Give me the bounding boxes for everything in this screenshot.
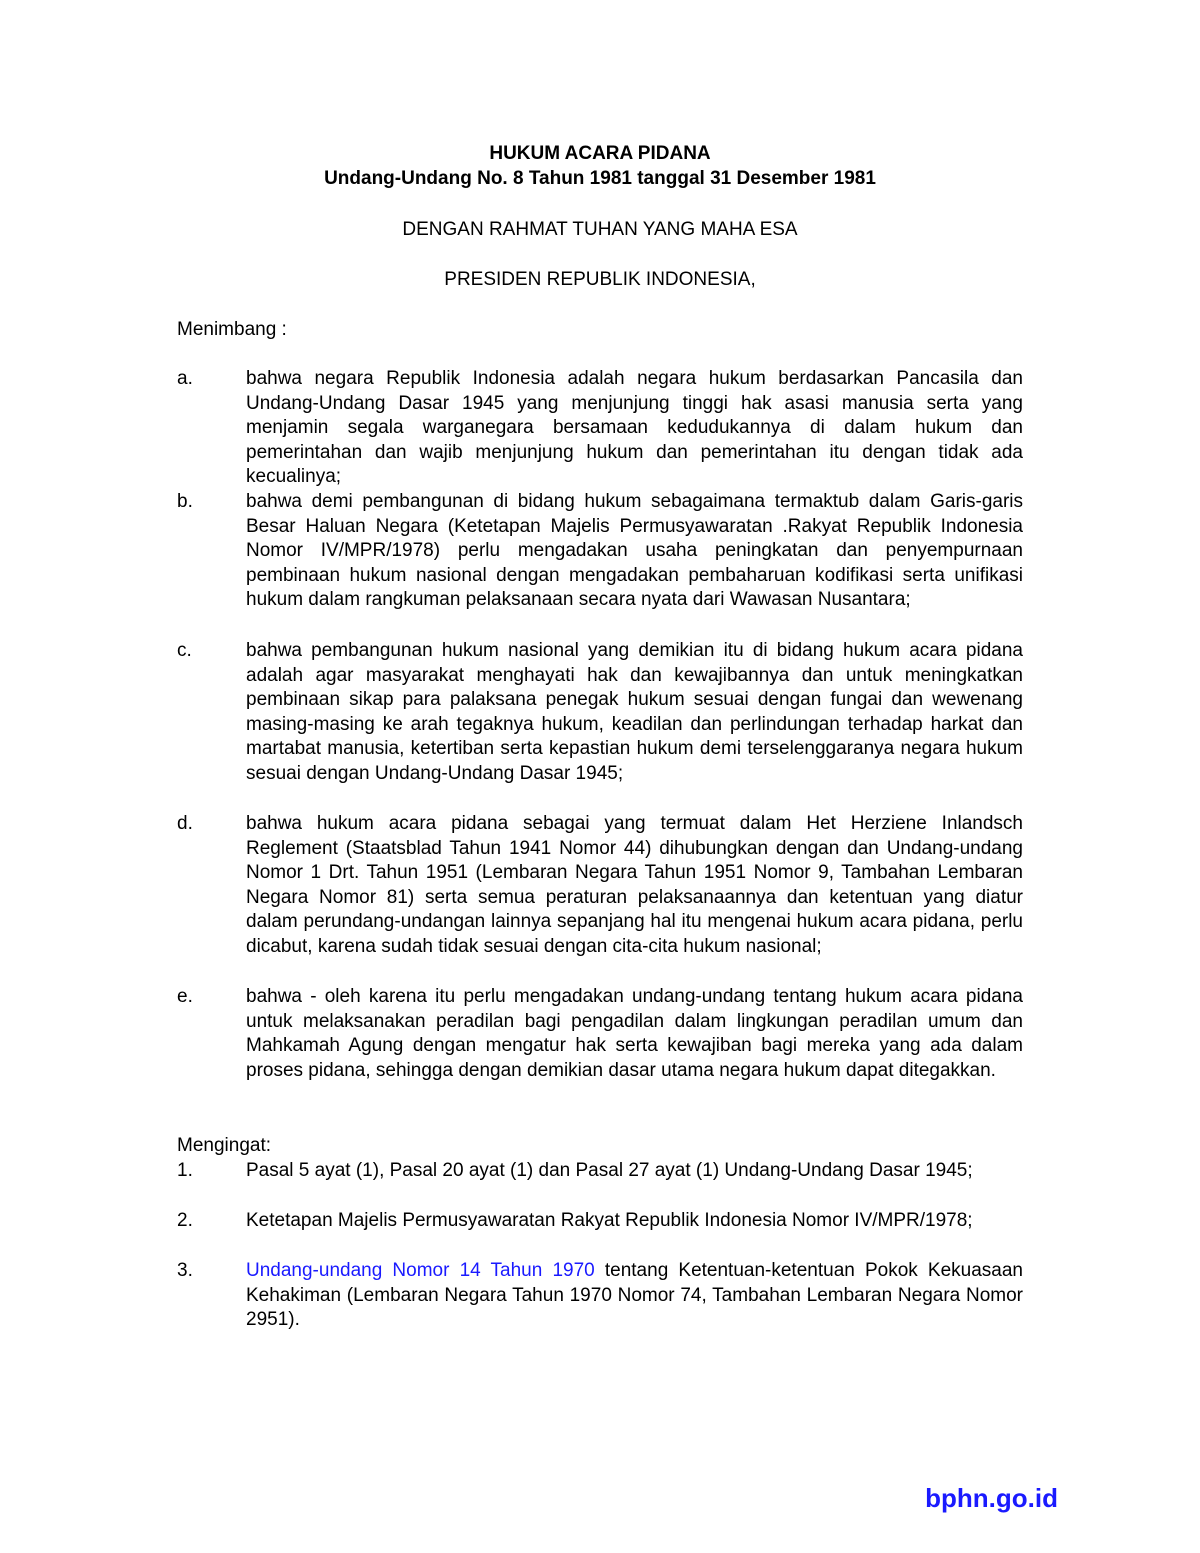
mengingat-item-2 (177, 1209, 1023, 1234)
list-marker: a. (177, 368, 193, 389)
menimbang-label: Menimbang : (177, 319, 287, 340)
list-marker: 3. (177, 1260, 193, 1281)
list-item-text: bahwa negara Republik Indonesia adalah negara hukum berdasarkan Pancasila dan Undang-Undang Dasar 1945 yang menjunjung tinggi hak asasi manusia serta yang menjamin segala warganegara bersamaan kedudukannya di dalam hukum dan pemerintahan dan wajib menjunjung hukum dan pemerintahan itu dengan tidak ada kecualinya; (246, 368, 1023, 487)
list-item-text (246, 1259, 1023, 1333)
list-marker: c. (177, 640, 192, 661)
mengingat-label: Mengingat: (177, 1135, 272, 1156)
mengingat-item-3 (177, 1259, 1023, 1333)
menimbang-item-e (177, 985, 1023, 1083)
menimbang-item-b (177, 490, 1023, 613)
menimbang-item-d (177, 812, 1023, 959)
list-item-text: Ketetapan Majelis Permusyawaratan Rakyat Republik Indonesia Nomor IV/MPR/1978; (246, 1210, 973, 1231)
list-item-text: bahwa hukum acara pidana sebagai yang termuat dalam Het Herziene Inlandsch Reglement (Staatsblad Tahun 1941 Nomor 44) dihubungkan dengan dan Undang-undang Nomor 1 Drt. Tahun 1951 (Lembaran Negara Tahun 1951 Nomor 9, Tambahan Lembaran Negara Nomor 81) serta semua peraturan pelaksanaannya dan ketentuan yang diatur dalam perundang-undangan lainnya sepanjang hal itu mengenai hukum acara pidana, perlu dicabut, karena sudah tidak sesuai dengan cita-cita hukum nasional; (246, 813, 1023, 957)
list-marker: d. (177, 813, 193, 834)
list-item-text-rest: tentang Ketentuan-ketentuan Pokok Kekuasaan Kehakiman (Lembaran Negara Tahun 1970 Nomor 74, Tambahan Lembaran Negara Nomor 2951). (246, 1260, 1024, 1330)
footer-site-url[interactable]: bphn.go.id (925, 1483, 1058, 1513)
invocation-heading: DENGAN RAHMAT TUHAN YANG MAHA ESA (402, 219, 798, 240)
list-marker: 2. (177, 1210, 193, 1231)
document-title: HUKUM ACARA PIDANA (489, 143, 711, 164)
uu-14-1970-link[interactable]: Undang-undang Nomor 14 Tahun 1970 (246, 1260, 595, 1281)
document-subtitle: Undang-Undang No. 8 Tahun 1981 tanggal 31 Desember 1981 (324, 168, 876, 189)
list-item-text: bahwa pembangunan hukum nasional yang demikian itu di bidang hukum acara pidana adalah agar masyarakat menghayati hak dan kewajibannya dan untuk meningkatkan pembinaan sikap para palaksana penegak hukum sesuai dengan fungai dan wewenang masing-masing ke arah tegaknya hukum, keadilan dan perlindungan terhadap harkat dan martabat manusia, ketertiban serta kepastian hukum demi terselenggaranya negara hukum sesuai dengan Undang-Undang Dasar 1945; (246, 640, 1023, 784)
list-item-text: bahwa demi pembangunan di bidang hukum sebagaimana termaktub dalam Garis-garis Besar Haluan Negara (Ketetapan Majelis Permusyawaratan .Rakyat Republik Indonesia Nomor IV/MPR/1978) perlu mengadakan usaha peningkatan dan penyempurnaan pembinaan hukum nasional dengan mengadakan pembaharuan kodifikasi serta unifikasi hukum dalam rangkuman pelaksanaan secara nyata dari Wawasan Nusantara; (246, 491, 1023, 610)
menimbang-item-c (177, 639, 1023, 786)
list-item-text: Pasal 5 ayat (1), Pasal 20 ayat (1) dan Pasal 27 ayat (1) Undang-Undang Dasar 1945; (246, 1160, 973, 1181)
president-heading: PRESIDEN REPUBLIK INDONESIA, (444, 269, 756, 290)
list-marker: 1. (177, 1160, 193, 1181)
list-item-text: bahwa - oleh karena itu perlu mengadakan undang-undang tentang hukum acara pidana untuk melaksanakan peradilan bagi pengadilan dalam lingkungan peradilan umum dan Mahkamah Agung dengan mengatur hak serta kewajiban bagi mereka yang ada dalam proses pidana, sehingga dengan demikian dasar utama negara hukum dapat ditegakkan. (246, 986, 1023, 1081)
list-marker: e. (177, 986, 193, 1007)
list-marker: b. (177, 491, 193, 512)
menimbang-item-a (177, 367, 1023, 490)
mengingat-item-1 (177, 1159, 1023, 1184)
